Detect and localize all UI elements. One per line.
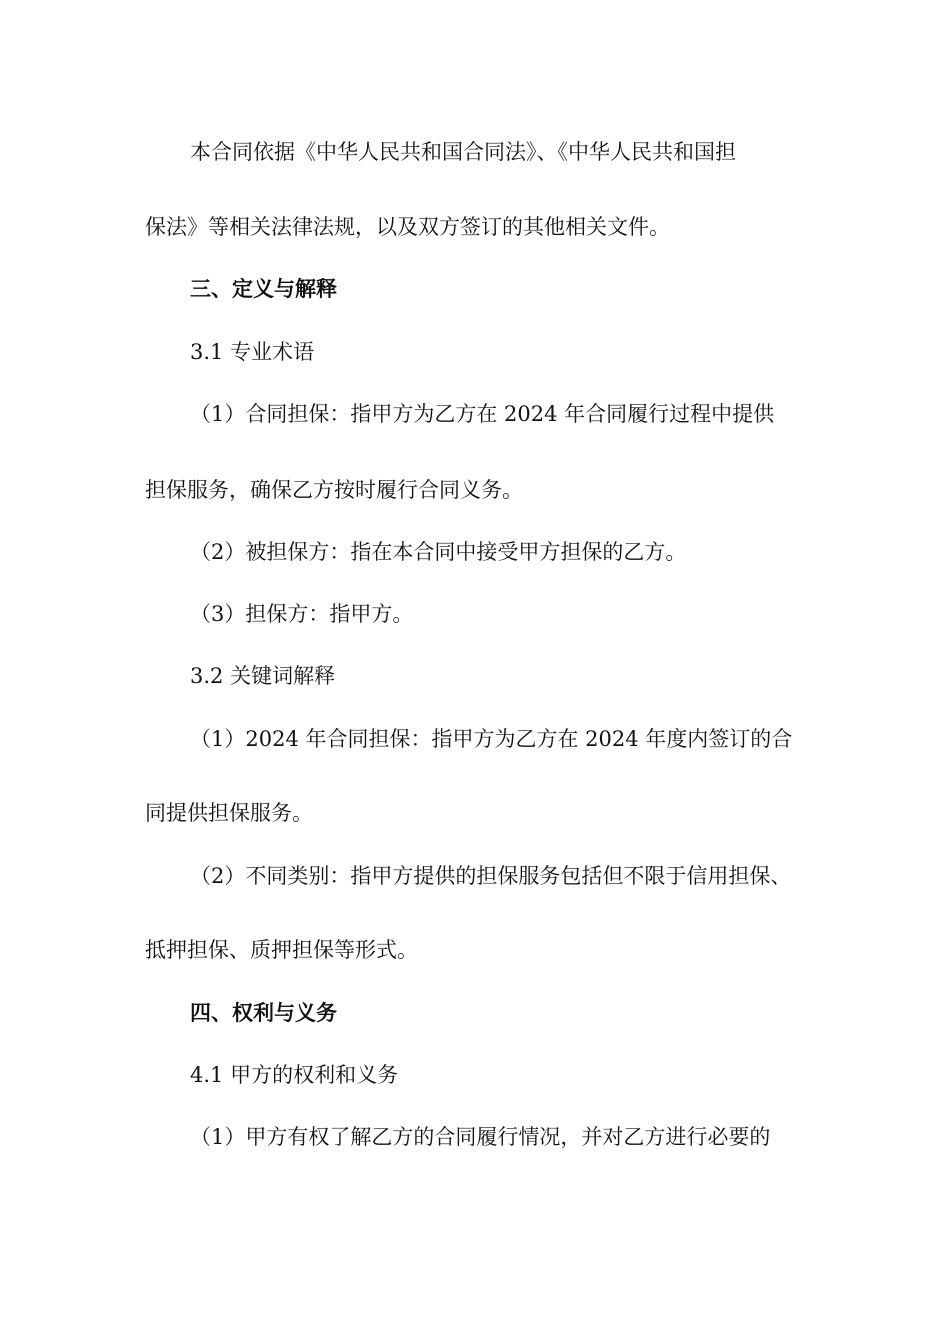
paragraph-line: （1）甲方有权了解乙方的合同履行情况，并对乙方进行必要的 (190, 1125, 771, 1149)
paragraph-line: 本合同依据《中华人民共和国合同法》、《中华人民共和国担 (190, 140, 736, 164)
paragraph-line: （2）不同类别：指甲方提供的担保服务包括但不限于信用担保、 (190, 864, 792, 888)
subsection-heading: 4.1 甲方的权利和义务 (190, 1063, 399, 1087)
paragraph-line: （2）被担保方：指在本合同中接受甲方担保的乙方。 (190, 540, 687, 564)
paragraph-line: 抵押担保、质押担保等形式。 (145, 938, 418, 962)
section-heading: 三、定义与解释 (190, 276, 337, 301)
subsection-heading: 3.2 关键词解释 (190, 664, 336, 688)
paragraph-line: 担保服务，确保乙方按时履行合同义务。 (145, 478, 523, 502)
paragraph-line: 保法》等相关法律法规，以及双方签订的其他相关文件。 (145, 215, 670, 239)
section-heading: 四、权利与义务 (190, 1000, 337, 1025)
paragraph-line: （1）合同担保：指甲方为乙方在 2024 年合同履行过程中提供 (190, 402, 775, 426)
subsection-heading: 3.1 专业术语 (190, 340, 315, 364)
paragraph-line: （3）担保方：指甲方。 (190, 602, 414, 626)
paragraph-line: （1）2024 年合同担保：指甲方为乙方在 2024 年度内签订的合 (190, 727, 793, 751)
paragraph-line: 同提供担保服务。 (145, 801, 313, 825)
